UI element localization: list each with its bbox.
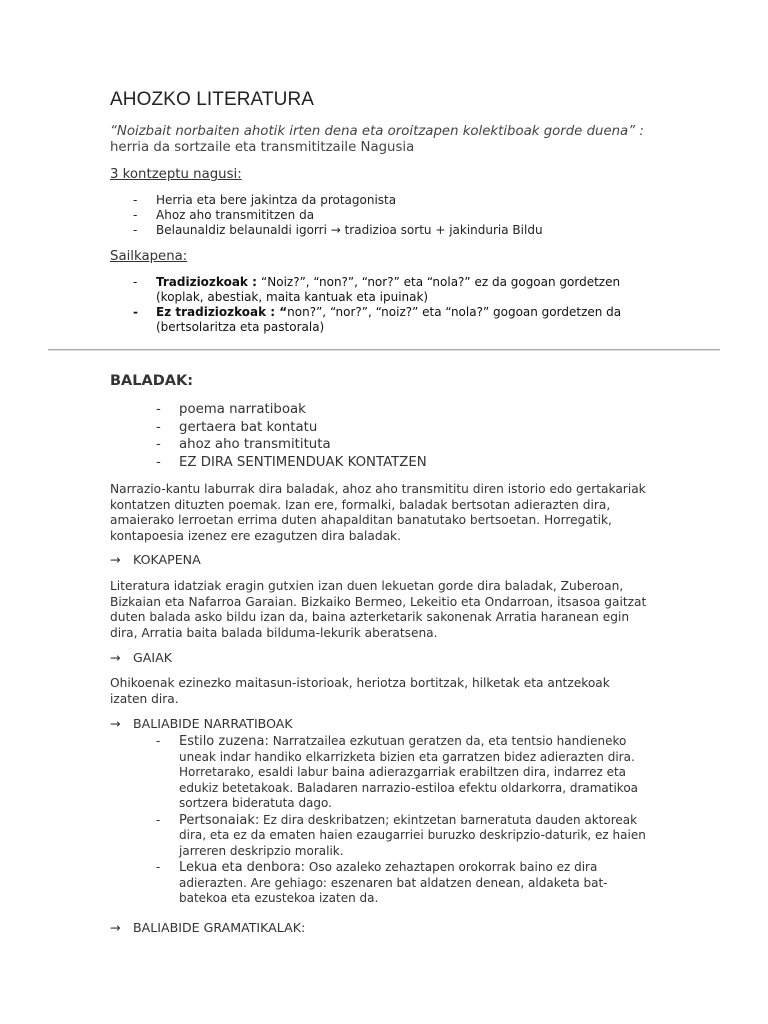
term-label: Lekua eta denbora:: [179, 860, 306, 875]
classification-heading: Sailkapena:: [110, 249, 188, 264]
arrow-icon: →: [110, 920, 121, 935]
arrow-icon: →: [110, 650, 121, 665]
list-item: - Ahoz aho transmititzen da: [133, 208, 315, 222]
classification-list: [133, 275, 646, 335]
list-item: - Lekua eta denbora: Oso azaleko zehaztapen orokorrak baino ez dira adierazten. Are gehiago: eszenaren bat aldatzen denean, aldaketa bat-batekoa eta ezustekoa izaten da.: [156, 860, 608, 905]
list-item: - Belaunaldiz belaunaldi igorri → tradizioa sortu + jakinduria Bildu: [133, 223, 543, 237]
term-label: Tradiziozkoak :: [156, 275, 262, 289]
list-item: - Herria eta bere jakintza da protagonista: [133, 193, 397, 207]
arrow-icon: →: [110, 552, 121, 567]
narratiboak-list: [156, 734, 653, 907]
gaiak-paragraph: Ohikoenak ezinezko maitasun-istorioak, heriotza bortitzak, hilketak eta antzekoak izaten dira.: [110, 676, 610, 706]
list-item: - EZ DIRA SENTIMENDUAK KONTATZEN: [156, 454, 427, 470]
section-heading-gaiak: → GAIAK: [110, 650, 172, 665]
concepts-heading: 3 kontzeptu nagusi:: [110, 167, 242, 182]
list-item: - Pertsonaiak: Ez dira deskribatzen; ekintzetan barneratuta dauden aktoreak dira, eta ez da ematen haien ezaugarriei buruzko deskripzio-daturik, ez haien jarreren deskripzio moralik.: [156, 812, 646, 858]
list-item: - gertaera bat kontatu: [156, 419, 318, 435]
definition-quote: [110, 124, 650, 156]
list-item: - Estilo zuzena: Narratzailea ezkutuan geratzen da, eta tentsio handieneko uneak indar handiko elkarrizketa bizien eta garratzen bidez adierazten dira. Horretarako, esaldi labur baina adierazgarriak erabiltzen dira, indarrez eta edukiz betetakoak. Baladaren narrazio-estiloa efektu oldarkorra, dramatikoa sortzera bideratuta dago.: [156, 734, 639, 810]
page-title: AHOZKO LITERATURA: [110, 89, 315, 110]
section-heading-narratiboak: → BALIABIDE NARRATIBOAK: [110, 716, 293, 731]
term-label: Estilo zuzena:: [179, 734, 269, 749]
term-label: Ez tradiziozkoak : “: [156, 305, 288, 319]
quote-rest: herria da sortzaile eta transmititzaile Nagusia: [110, 140, 415, 155]
kokapena-paragraph: Literatura idatziak eragin gutxien izan duen lekuetan gorde dira baladak, Zuberoan, Bizkaian eta Nafarroa Garaian. Bizkaiko Bermeo, Lekeitio eta Ondarroan, itsasoa gaitzat duten balada asko bildu izan da, baina azterketarik sakonenak Arratia haranean egin dira, Arratia baita balada bilduma-lekurik aberatsena.: [110, 579, 647, 640]
section-heading-gramatikalak: → BALIABIDE GRAMATIKALAK:: [110, 920, 306, 935]
section-divider: [48, 349, 720, 350]
list-item: - Ez tradiziozkoak : “non?”, “nor?”, “noiz?” eta “nola?” gogoan gordetzen da (bertsolaritza eta pastorala): [133, 305, 622, 334]
baladak-paragraph: Narrazio-kantu laburrak dira baladak, ahoz aho transmititu diren istorio edo gertakariak kontatzen dituzten poemak. Izan ere, formalki, baladak bertsotan adierazten dira, amaierako lerroetan errima duten ahapalditan banatutako bertsoetan. Horregatik, kontapoesia izenez ere ezagutzen dira baladak.: [110, 482, 646, 543]
baladak-list: [156, 401, 629, 471]
quote-italic: “Noizbait norbaiten ahotik irten dena eta oroitzapen kolektiboak gorde duena” :: [110, 124, 644, 139]
list-item: - poema narratiboak: [156, 402, 306, 417]
section-heading-kokapena: → KOKAPENA: [110, 552, 201, 567]
concepts-list: [133, 193, 656, 238]
arrow-icon: →: [110, 716, 121, 731]
list-item: - Tradiziozkoak : “Noiz?”, “non?”, “nor?” eta “nola?” ez da gogoan gordetzen (koplak, abestiak, maita kantuak eta ipuinak): [133, 275, 621, 304]
term-label: Pertsonaiak:: [179, 812, 260, 828]
list-item: - ahoz aho transmitituta: [156, 437, 331, 452]
section-heading-baladak: BALADAK:: [110, 373, 194, 389]
